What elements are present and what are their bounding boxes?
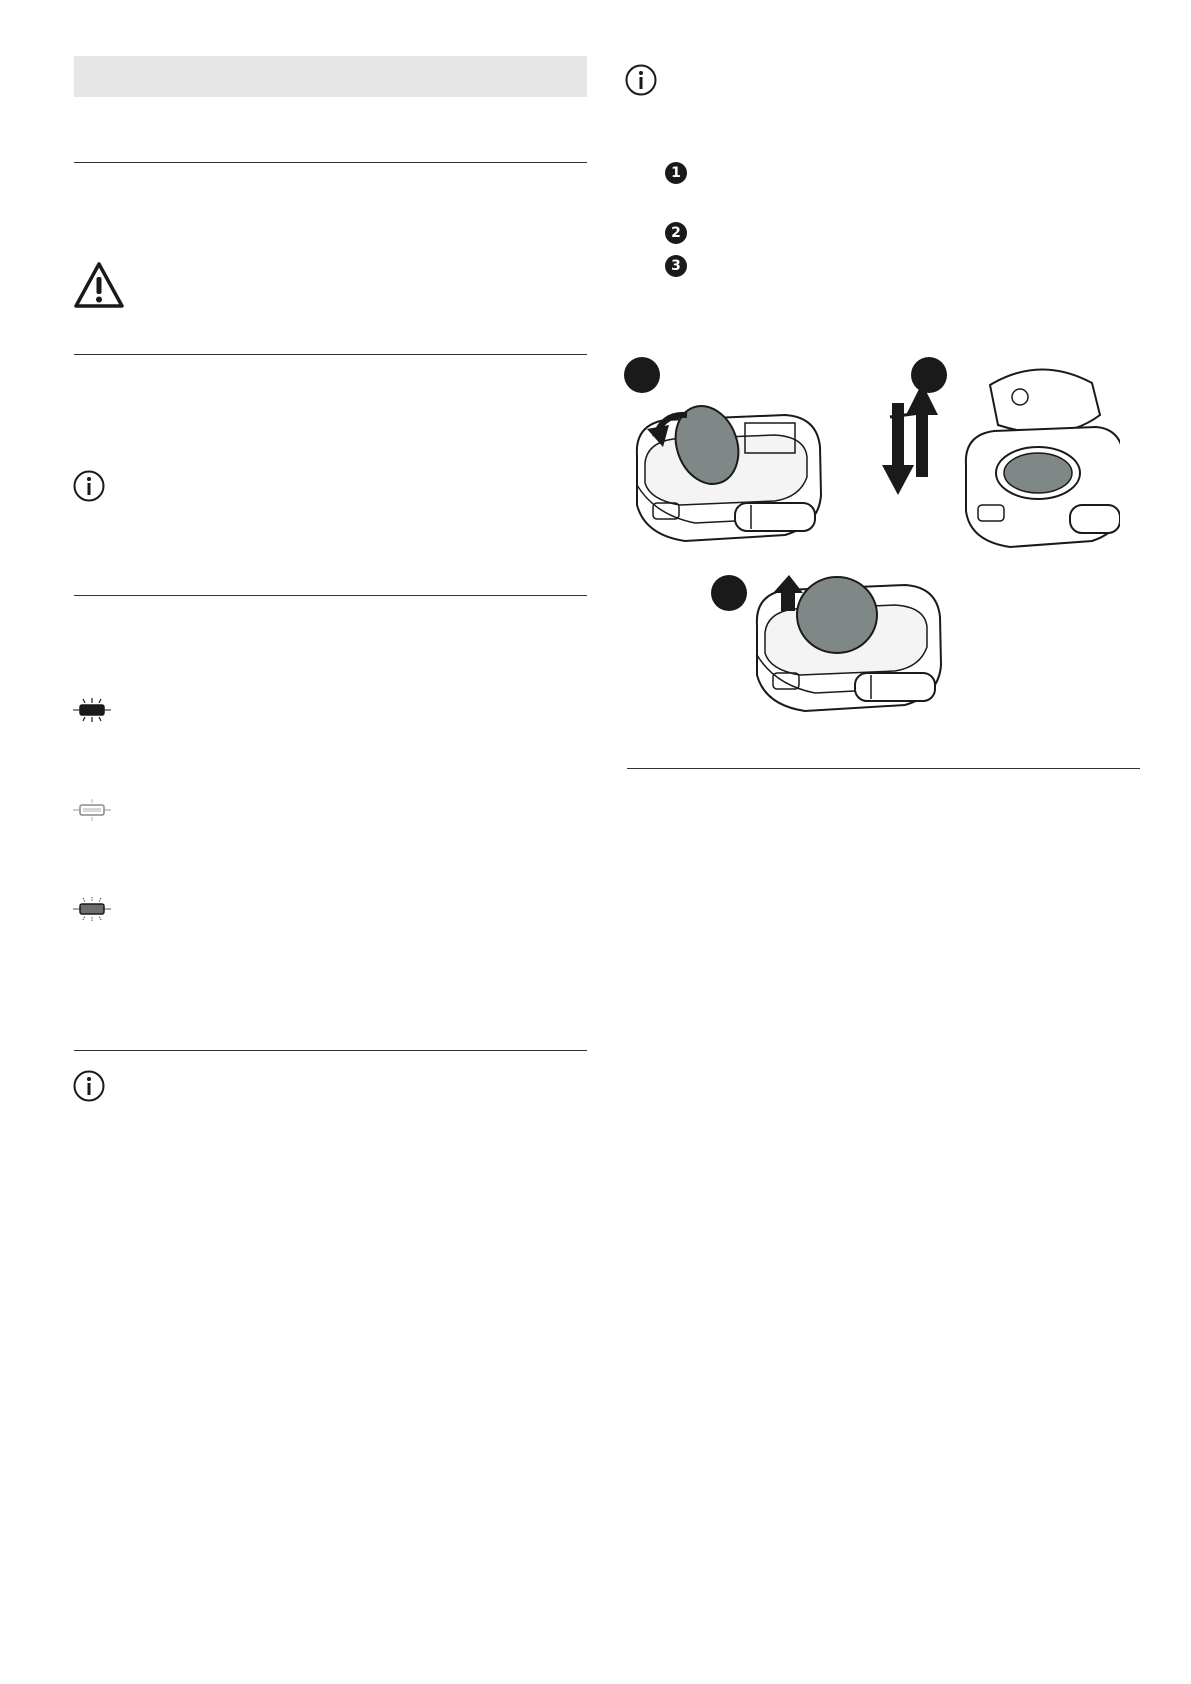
section-divider bbox=[74, 354, 587, 355]
led-off-icon bbox=[73, 797, 111, 823]
warning-triangle-icon bbox=[73, 261, 125, 309]
info-icon bbox=[72, 469, 106, 503]
step-number-badge: 3 bbox=[665, 255, 687, 277]
insert-battery-illustration bbox=[745, 555, 950, 725]
info-icon bbox=[72, 1069, 106, 1103]
battery-replacement-figure bbox=[620, 355, 1120, 727]
step-2-callout bbox=[911, 357, 947, 393]
section-header-band bbox=[74, 56, 587, 97]
step-number-badge: 2 bbox=[665, 222, 687, 244]
remove-battery-illustration bbox=[625, 385, 830, 565]
section-divider bbox=[74, 1050, 587, 1051]
info-icon bbox=[624, 63, 658, 97]
step-3-callout bbox=[711, 575, 747, 611]
led-blinking-icon bbox=[73, 896, 111, 922]
open-lid-illustration bbox=[870, 355, 1120, 565]
led-lit-icon bbox=[73, 697, 111, 723]
section-divider bbox=[627, 768, 1140, 769]
section-divider bbox=[74, 595, 587, 596]
step-1-callout bbox=[624, 357, 660, 393]
step-number-badge: 1 bbox=[665, 162, 687, 184]
section-divider bbox=[74, 162, 587, 163]
